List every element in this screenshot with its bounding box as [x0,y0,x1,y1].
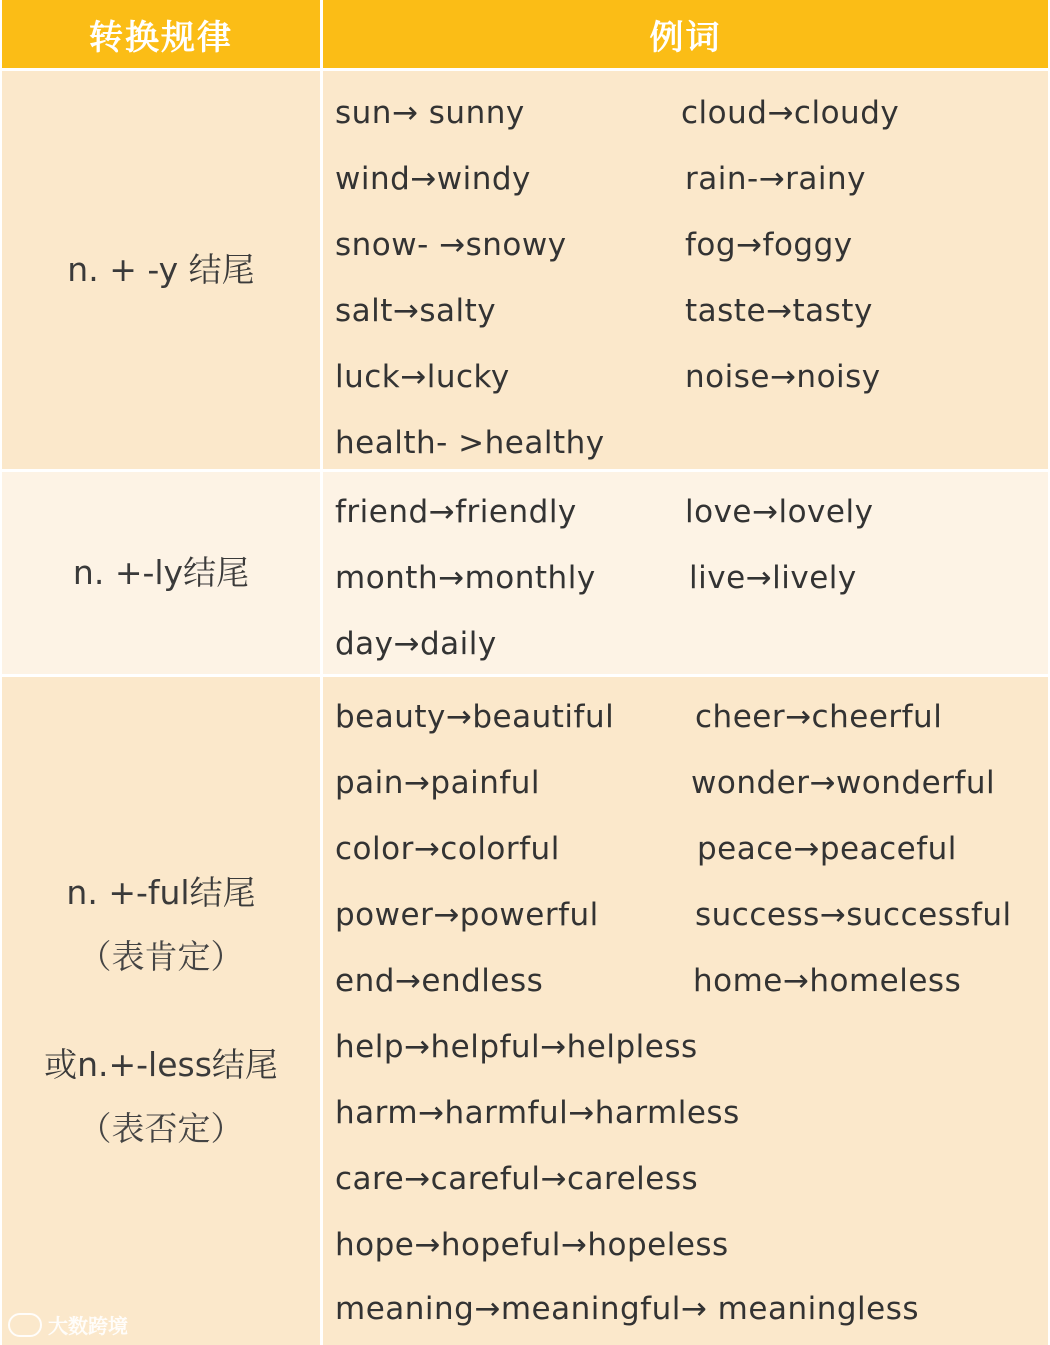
example-word: color→colorful [335,831,560,867]
examples-cell [323,71,1048,469]
example-word: hope→hopeful→hopeless [335,1227,729,1263]
example-word: luck→lucky [335,359,510,395]
example-word: help→helpful→helpless [335,1029,698,1065]
example-word: rain-→rainy [685,161,867,197]
header-examples: 例词 [649,17,722,58]
example-word: salt→salty [335,293,497,329]
example-word: cloud→cloudy [681,95,900,131]
watermark-text: 大数跨境 [48,1314,128,1338]
example-word: power→powerful [335,897,599,933]
example-word: noise→noisy [685,359,881,395]
example-word: wonder→wonderful [691,765,996,801]
example-word: taste→tasty [685,293,873,329]
adjective-rules-table [2,0,1048,1345]
example-word: month→monthly [335,560,596,596]
rule-cell [2,677,320,1345]
example-word: live→lively [689,560,857,596]
example-word: success→successful [695,897,1012,933]
example-word: friend→friendly [335,494,577,530]
examples-cell [323,677,1048,1345]
rule-note: （表肯定） [78,937,244,976]
example-word: day→daily [335,626,497,662]
example-word: home→homeless [693,963,962,999]
rule-text: n. +-ly结尾 [72,553,250,592]
example-word: peace→peaceful [697,831,957,867]
watermark [8,1310,128,1339]
rule-row-y [2,71,1048,469]
example-word: cheer→cheerful [695,699,943,735]
example-word: meaning→meaningful→ meaningless [335,1291,920,1327]
example-word: pain→painful [335,765,541,801]
rule-cell [2,71,320,469]
rule-cell [2,472,320,674]
example-word: care→careful→careless [335,1161,699,1197]
header-rule: 转换规律 [89,17,233,58]
rule-text: n. +-ful结尾 [66,873,256,912]
table-header [2,0,1048,71]
example-word: end→endless [335,963,544,999]
example-word: snow- →snowy [335,227,567,263]
example-word: health- >healthy [335,425,605,461]
example-word: wind→windy [335,161,531,197]
examples-cell [323,472,1048,674]
example-word: love→lovely [685,494,874,530]
rule-row-ful-less [2,677,1048,1345]
rule-note: （表否定） [78,1109,244,1148]
watermark-logo-icon [8,1313,42,1337]
rule-text: n. + -y 结尾 [67,250,255,289]
example-word: sun→ sunny [335,95,525,131]
example-word: harm→harmful→harmless [335,1095,740,1131]
rule-row-ly [2,472,1048,674]
rule-text: 或n.+-less结尾 [44,1045,278,1084]
example-word: beauty→beautiful [335,699,615,735]
example-word: fog→foggy [685,227,853,263]
